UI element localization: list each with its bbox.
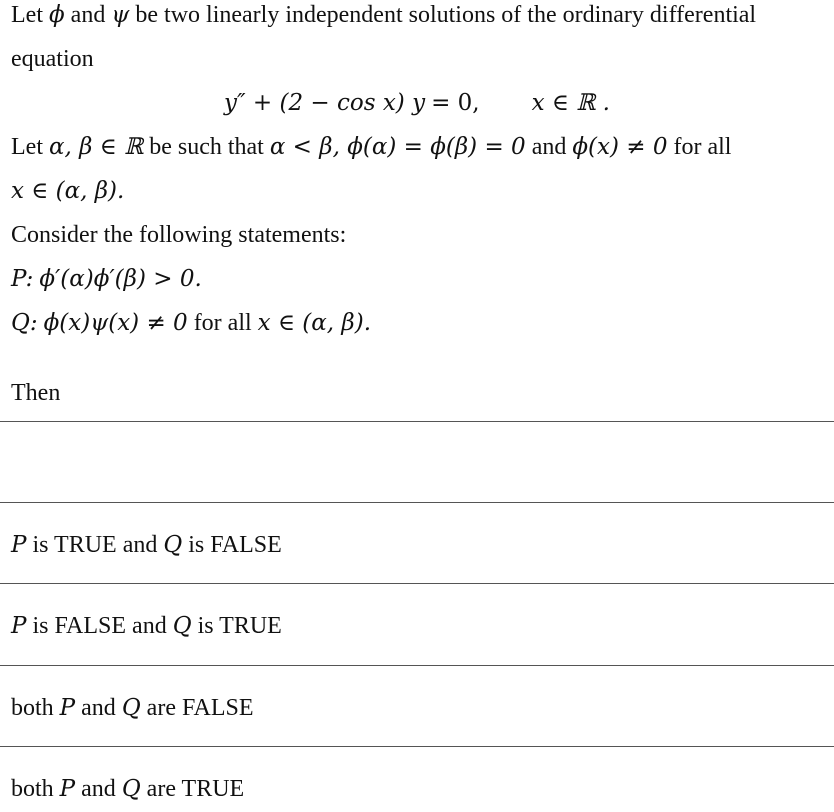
- psi-symbol: ψ: [111, 2, 130, 28]
- option-var: Q: [121, 776, 141, 802]
- option-var: P: [11, 532, 27, 558]
- option-word: are FALSE: [146, 695, 254, 721]
- statement-p-label: P:: [11, 266, 34, 292]
- answer-option-b[interactable]: [0, 585, 834, 665]
- statement-p: [11, 264, 202, 294]
- option-var: Q: [163, 532, 183, 558]
- option-text: [11, 611, 282, 641]
- divider: [0, 502, 834, 503]
- option-word: both: [11, 776, 54, 802]
- option-word: and: [81, 695, 116, 721]
- intro-text: be two linearly independent solutions of the ordinary differential: [135, 2, 757, 28]
- option-var: Q: [172, 613, 192, 639]
- answer-option-d[interactable]: [0, 748, 834, 812]
- option-var: P: [11, 613, 27, 639]
- answer-option-c[interactable]: [0, 667, 834, 747]
- intro-line-2: equation: [11, 46, 94, 72]
- condition-line: [11, 132, 731, 162]
- statement-q-label: Q:: [11, 310, 38, 336]
- divider: [0, 421, 834, 422]
- option-word: is TRUE: [197, 613, 282, 639]
- option-var: P: [59, 695, 76, 721]
- intro-word: Let: [11, 2, 43, 28]
- condition-word: for all: [673, 134, 732, 160]
- equation-rhs: = 0,: [431, 90, 480, 116]
- condition-word: Let: [11, 134, 43, 160]
- option-text: [11, 693, 254, 723]
- equation: [0, 88, 834, 118]
- consider-text: Consider the following statements:: [11, 222, 347, 248]
- option-word: is FALSE and: [32, 613, 167, 639]
- condition-math: α, β ∈ ℝ: [48, 134, 144, 160]
- option-word: are TRUE: [146, 776, 245, 802]
- option-var: Q: [121, 695, 141, 721]
- divider: [0, 665, 834, 666]
- statement-q-math: ϕ(x)ψ(x) ≠ 0: [43, 310, 188, 336]
- statement-p-math: ϕ′(α)ϕ′(β) > 0.: [39, 266, 202, 292]
- answer-option-a[interactable]: [0, 504, 834, 584]
- intro-word: and: [70, 2, 106, 28]
- phi-symbol: ϕ: [48, 2, 65, 28]
- condition-word: and: [531, 134, 567, 160]
- equation-domain: x ∈ ℝ .: [531, 90, 610, 116]
- option-var: P: [59, 776, 76, 802]
- intro-line: [11, 0, 756, 30]
- option-text: [11, 530, 282, 560]
- then-text: Then: [11, 380, 61, 406]
- condition-math: ϕ(x) ≠ 0: [572, 134, 668, 160]
- option-text: [11, 774, 244, 804]
- option-word: both: [11, 695, 54, 721]
- option-word: is FALSE: [188, 532, 282, 558]
- condition-math: α < β, ϕ(α) = ϕ(β) = 0: [269, 134, 526, 160]
- condition-word: be such that: [149, 134, 264, 160]
- statement-q-math: x ∈ (α, β).: [257, 310, 371, 336]
- statement-q-word: for all: [193, 310, 252, 336]
- statement-q: [11, 308, 371, 338]
- option-word: and: [81, 776, 116, 802]
- equation-lhs: y″ + (2 − cos x) y: [224, 90, 426, 116]
- condition-line-2: x ∈ (α, β).: [11, 178, 125, 204]
- option-word: is TRUE and: [32, 532, 158, 558]
